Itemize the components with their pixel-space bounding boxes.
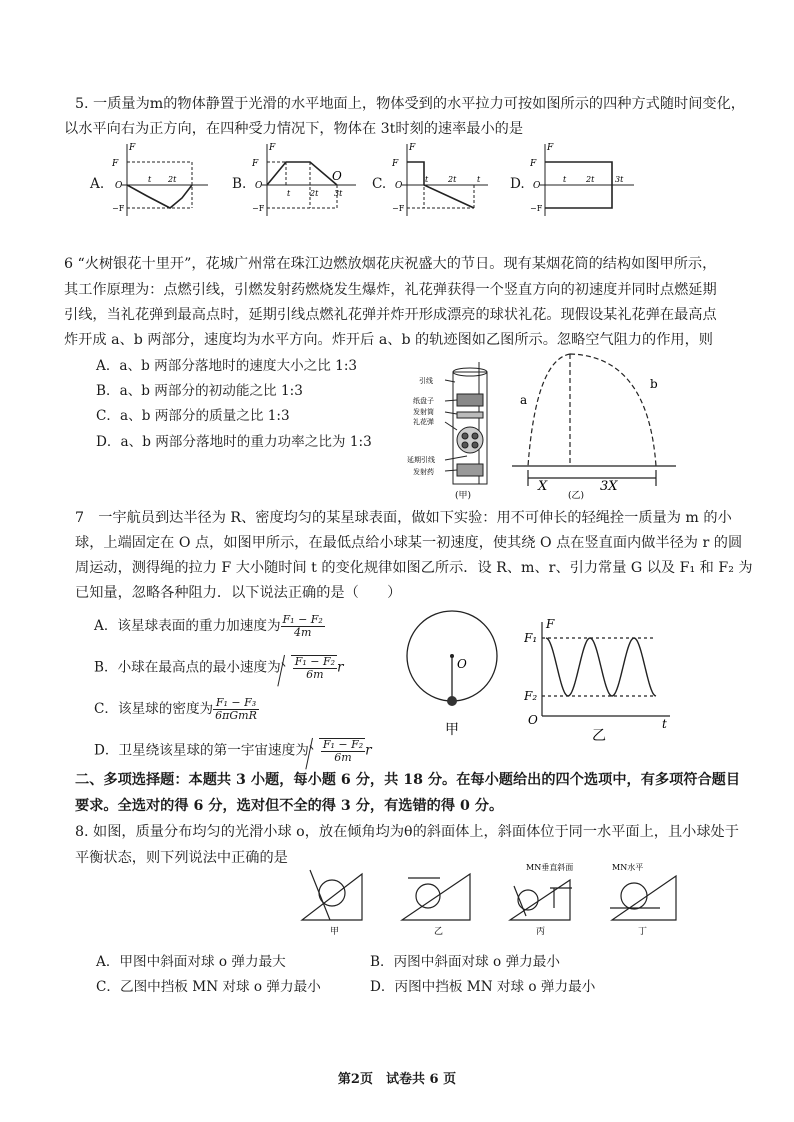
q8-caption-yi: 乙 [434, 927, 444, 937]
svg-text:F: F [112, 159, 119, 169]
q8-option-d: D．丙图中挡板 MN 对球 o 弹力最小 [370, 979, 596, 995]
section2-heading-line2: 要求。全选对的得 6 分，选对但不全的得 3 分，有选错的得 0 分。 [75, 798, 504, 814]
q5-graph-d [530, 140, 640, 220]
q6-option-c: C．a、b 两部分的质量之比 1:3 [96, 408, 290, 424]
svg-text:t: t [148, 175, 152, 184]
q6-option-d: D．a、b 两部分落地时的重力功率之比为 1:3 [96, 434, 372, 450]
q7-stem-line3: 周运动，测得绳的拉力 F 大小随时间 t 的变化规律如图乙所示．设 R、m、r、引力常量 G 以及 F₁ 和 F₂ 为 [75, 560, 753, 576]
q6-stem-line3: 引线，当礼花弹到最高点时，延期引线点燃礼花弹并炸开形成漂亮的球状礼花。现假设某礼花弹在最高点 [64, 307, 717, 323]
q6-label-zhipanzi: 纸盘子 [413, 397, 434, 405]
q5-graph-c [392, 140, 492, 220]
q7-fig-jia-caption: 甲 [445, 722, 459, 738]
q6-dist-x: X [538, 479, 548, 494]
q7-option-b-frac [293, 656, 337, 681]
q6-option-b: B．a、b 两部分的初动能之比 1:3 [96, 383, 303, 399]
q6-figure-yi-trajectory [508, 340, 678, 502]
q7-figure-jia-circle [405, 606, 505, 740]
q8-stem-line2: 平衡状态，则下列说法中正确的是 [75, 850, 288, 866]
q7-option-b-tail: r [337, 659, 344, 676]
q6-dist-3x: 3X [600, 479, 618, 494]
svg-text:−F: −F [392, 204, 405, 213]
svg-text:O: O [395, 181, 403, 191]
q6-traj-a-label: a [520, 393, 528, 407]
svg-text:F: F [392, 159, 399, 169]
q7-yaxis-f2: F₂ [524, 689, 538, 703]
q7-stem-line1: 7 一宇航员到达半径为 R、密度均匀的某星球表面，做如下实验：用不可伸长的轻绳拴一质量为 m 的小 [75, 510, 732, 526]
q6-option-a: A．a、b 两部分落地时的速度大小之比 1:3 [96, 358, 358, 374]
q7-option-d-den: 6m [334, 751, 352, 764]
q5-option-c-label: C. [372, 176, 387, 192]
svg-text:O: O [332, 169, 342, 183]
svg-text:F: F [129, 143, 136, 153]
q6-fig-jia-caption: (甲) [455, 491, 472, 501]
q7-option-c-num: F₁ − F₃ [213, 697, 259, 710]
q7-option-b-text: B．小球在最高点的最小速度为 [94, 659, 281, 676]
svg-text:3t: 3t [615, 175, 624, 184]
q8-figures [300, 858, 680, 938]
q7-option-a-formula [281, 614, 325, 639]
q6-stem-line1: 6 “火树银花十里开”，花城广州常在珠江边燃放烟花庆祝盛大的节日。现有某烟花筒的结构如图甲所示， [64, 256, 717, 272]
svg-text:t: t [477, 175, 481, 184]
svg-text:O: O [115, 181, 123, 191]
svg-text:F: F [547, 143, 554, 153]
svg-text:−F: −F [112, 204, 125, 213]
q8-caption-bing: 丙 [536, 927, 546, 937]
q5-stem-line1: 5. 一质量为m的物体静置于光滑的水平地面上，物体受到的水平拉力可按如图所示的四种方式随时间变化， [75, 96, 745, 112]
svg-text:F: F [530, 159, 537, 169]
svg-text:−F: −F [252, 204, 265, 213]
q7-option-c-formula [213, 697, 259, 722]
q7-option-a-text: A．该星球表面的重力加速度为 [94, 618, 281, 634]
q8-option-c: C．乙图中挡板 MN 对球 o 弹力最小 [96, 979, 321, 995]
q5-option-a-label: A. [90, 176, 105, 192]
svg-text:F: F [409, 143, 416, 153]
q7-option-b-num: F₁ − F₂ [294, 655, 336, 668]
q7-stem-line4: 已知量，忽略各种阻力．以下说法正确的是（ ） [75, 585, 402, 601]
q7-option-b-den: 6m [306, 668, 324, 681]
q8-stem-line1: 8. 如图，质量分布均匀的光滑小球 o，放在倾角均为θ的斜面体上，斜面体位于同一水平面上，且小球处于 [75, 824, 739, 840]
q6-label-yanqi: 延期引线 [407, 456, 435, 464]
svg-text:t: t [563, 175, 567, 184]
q5-graph-a [112, 140, 212, 220]
page-footer: 第2页 试卷共 6 页 [337, 1072, 457, 1087]
q7-fig-yi-caption: 乙 [592, 728, 606, 742]
svg-text:2t: 2t [586, 175, 595, 184]
q7-option-d-formula [319, 738, 365, 764]
q6-traj-b-label: b [650, 377, 658, 391]
svg-text:O: O [533, 181, 541, 191]
svg-text:F: F [252, 159, 259, 169]
q5-graph-b [252, 140, 362, 220]
svg-text:O: O [255, 181, 263, 191]
q7-option-a-num: F₁ − F₂ [282, 613, 323, 626]
q5-option-b-label: B. [232, 176, 247, 192]
q6-fig-yi-caption: (乙) [568, 491, 585, 501]
q7-option-b [94, 655, 344, 681]
svg-text:3t: 3t [334, 189, 343, 198]
svg-text:F: F [269, 143, 276, 153]
q7-option-a [94, 614, 325, 639]
q6-label-fasheyao: 发射药 [413, 468, 434, 476]
q7-yaxis-f: F [546, 618, 555, 631]
svg-text:2t: 2t [448, 175, 457, 184]
svg-text:t: t [425, 175, 429, 184]
q7-option-c-text: C．该星球的密度为 [94, 701, 214, 717]
q6-label-yinxian: 引线 [419, 377, 433, 385]
q5-option-d-label: D. [510, 176, 525, 192]
svg-text:t: t [287, 189, 291, 198]
q6-stem-line2: 其工作原理为：点燃引线，引燃发射药燃烧发生爆炸，礼花弹获得一个竖直方向的初速度并同时点燃延期 [64, 282, 717, 298]
q7-option-d [94, 738, 372, 764]
q7-option-d-num: F₁ − F₂ [322, 738, 364, 751]
q6-label-lihuadan: 礼花弹 [413, 418, 434, 426]
q7-xaxis-t: t [662, 717, 667, 731]
section2-heading-line1: 二、多项选择题：本题共 3 小题，每小题 6 分，共 18 分。在每小题给出的四个选项中，有多项符合题目 [75, 772, 741, 788]
q8-caption-ding: 丁 [638, 927, 648, 937]
q7-option-c [94, 697, 259, 722]
q7-figure-yi-graph [524, 618, 674, 742]
q7-option-d-text: D．卫星绕该星球的第一宇宙速度为 [94, 742, 309, 759]
svg-text:2t: 2t [168, 175, 177, 184]
q5-stem-line2: 以水平向右为正方向，在四种受力情况下，物体在 3t时刻的速率最小的是 [64, 121, 524, 137]
q7-option-c-den: 6πGmR [215, 709, 257, 722]
q7-origin: O [528, 713, 538, 727]
q7-option-d-tail: r [365, 742, 372, 759]
q7-stem-line2: 球，上端固定在 O 点，如图甲所示，在最低点给小球某一初速度，使其绕 O 点在竖直面内做半径为 r 的圆 [75, 535, 743, 551]
q7-yaxis-f1: F₁ [524, 631, 538, 645]
q7-option-b-formula [291, 655, 337, 681]
q6-stem-line4: 炸开成 a、b 两部分，速度均为水平方向。炸开后 a、b 的轨迹图如乙图所示。忽略空气阻力的作用，则 [64, 332, 713, 348]
q8-tag-perpendicular: MN垂直斜面 [526, 863, 574, 872]
q7-option-a-den: 4m [293, 626, 312, 639]
q7-option-d-frac [321, 739, 365, 764]
svg-text:2t: 2t [310, 189, 319, 198]
q8-option-a: A．甲图中斜面对球 o 弹力最大 [96, 954, 286, 970]
q6-figure-jia-tube [405, 360, 505, 502]
q8-caption-jia: 甲 [330, 927, 340, 937]
q8-tag-horizontal: MN水平 [612, 863, 644, 872]
q8-option-b: B．丙图中斜面对球 o 弹力最小 [370, 954, 560, 970]
q7-fig-o-label: O [457, 657, 467, 671]
q6-label-fasheti: 发射筒 [413, 408, 434, 416]
svg-text:−F: −F [530, 204, 543, 213]
